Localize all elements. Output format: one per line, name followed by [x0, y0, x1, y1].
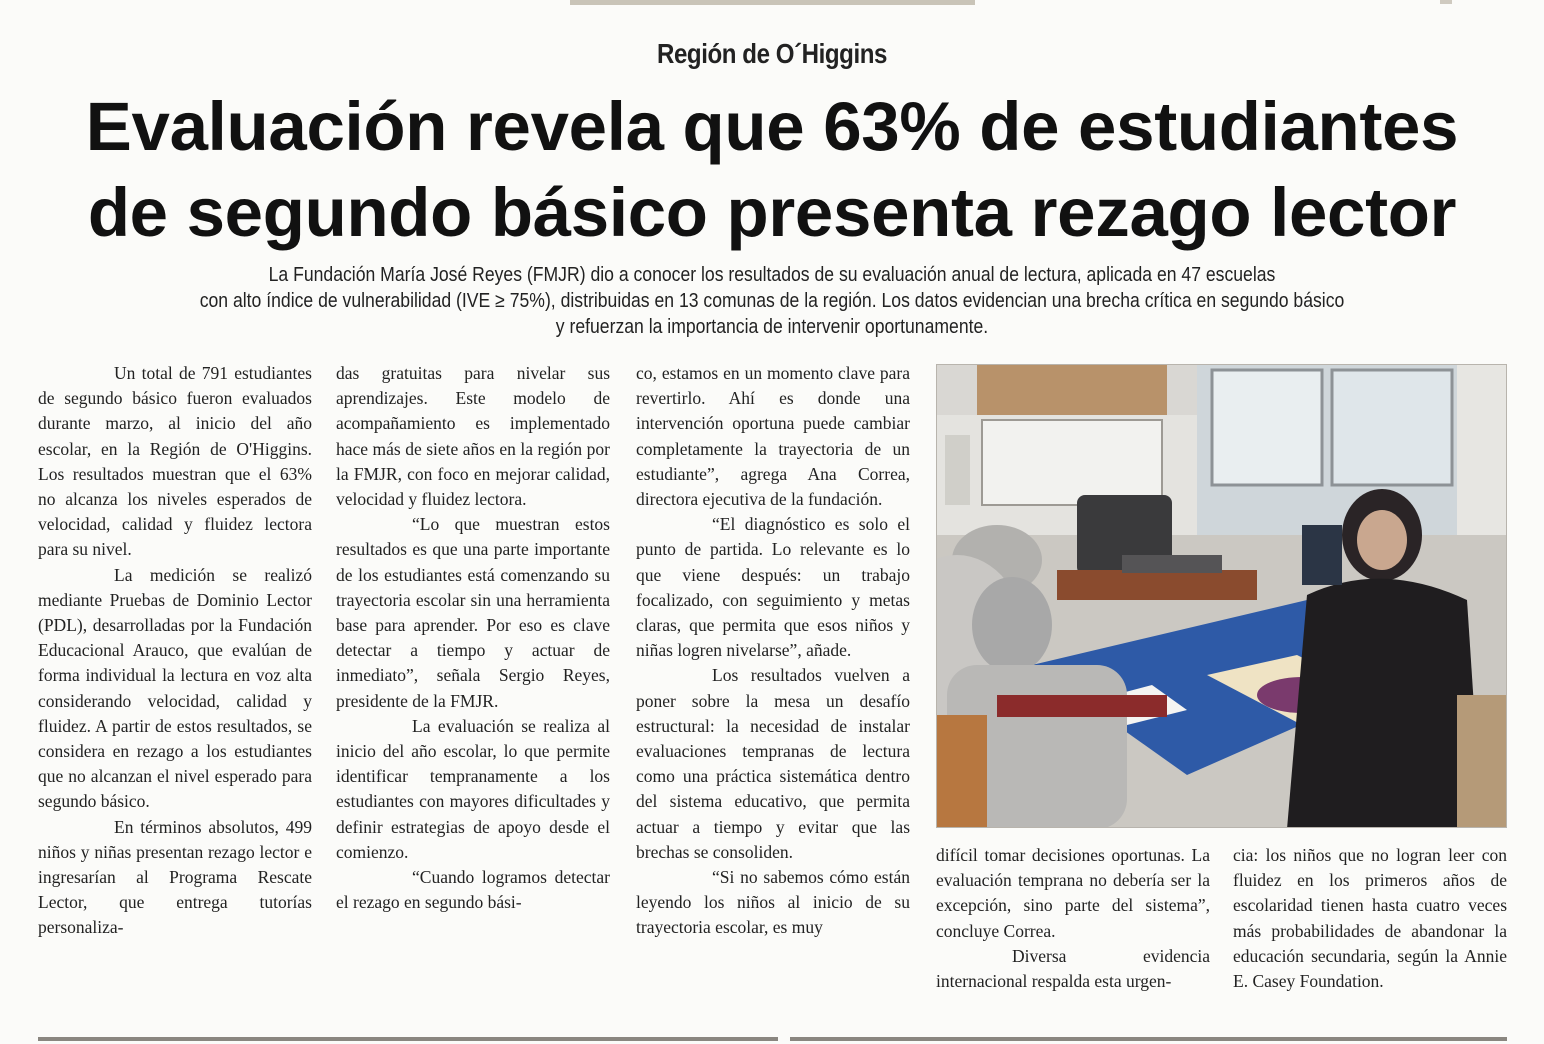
article-photo: [936, 364, 1507, 828]
paragraph: En términos absolutos, 499 niños y niñas presentan rezago lector e ingresarían al Programa Rescate Lector, que entrega tutorías personaliza-: [38, 816, 312, 938]
paragraph: Un total de 791 estudiantes de segundo básico fueron evaluados durante marzo, al inicio del año escolar, en la Región de O'Higgins. Los resultados muestran que el 63% no alcanza los niveles esperados de velocidad, calidad y fluidez lectora para su nivel.: [38, 363, 312, 560]
paragraph: Los resultados vuelven a poner sobre la mesa un desafío estructural: la necesidad de instalar evaluaciones tempranas de lectura como una práctica sistemática dentro del sistema educativo, que permita actuar a tiempo y evitar que las brechas se consoliden.: [636, 665, 910, 862]
paragraph: Diversa evidencia internacional respalda esta urgen-: [936, 945, 1210, 992]
paragraph: cia: los niños que no logran leer con fluidez en los primeros años de escolaridad tienen hasta cuatro veces más probabilidades de abandonar la educación secundaria, según la Annie E. Casey Foundation.: [1233, 845, 1507, 992]
classroom-photo-illustration: [937, 365, 1507, 828]
paragraph: “Si no sabemos cómo están leyendo los niños al inicio de su trayectoria escolar, es muy: [636, 867, 910, 938]
top-mark: [1440, 0, 1452, 4]
paragraph: co, estamos en un momento clave para revertirlo. Ahí es donde una intervención oportuna puede cambiar completamente la trayectoria de un estudiante”, agrega Ana Correa, directora ejecutiva de la fundación.: [636, 363, 910, 510]
top-rule: [570, 0, 975, 5]
column-1: [38, 361, 312, 941]
paragraph: difícil tomar decisiones oportunas. La evaluación temprana no debería ser la excepción, sino parte del sistema”, concluye Correa.: [936, 845, 1210, 941]
paragraph: “El diagnóstico es solo el punto de partida. Lo relevante es lo que viene después: un trabajo focalizado, con seguimiento y metas claras, que permita que esos niños y niñas logren nivelarse”, añade.: [636, 514, 910, 661]
kicker: Región de O´Higgins: [657, 38, 887, 69]
paragraph: La medición se realizó mediante Pruebas de Dominio Lector (PDL), desarrolladas por la Fundación Educacional Arauco, que evalúan de forma individual la lectura en voz alta considerando velocidad, calidad y fluidez. A partir de estos resultados, se considera en rezago a los estudiantes que no alcanzan el nivel esperado para segundo básico.: [38, 564, 312, 812]
lede-line: con alto índice de vulnerabilidad (IVE ≥ 75%), distribuidas en 13 comunas de la región. Los datos evidencian una brecha crítica en segundo básico: [199, 290, 1345, 312]
bottom-rule: [790, 1037, 1507, 1041]
paragraph: La evaluación se realiza al inicio del año escolar, lo que permite identificar tempranamente a los estudiantes con mayores dificultades y definir estrategias de apoyo desde el comienzo.: [336, 715, 610, 862]
lede-line: La Fundación María José Reyes (FMJR) dio a conocer los resultados de su evaluación anual de lectura, aplicada en 47 escuelas: [268, 264, 1276, 286]
headline: [0, 84, 1544, 256]
bottom-rule: [38, 1037, 778, 1041]
lede-line: y refuerzan la importancia de intervenir oportunamente.: [555, 316, 989, 338]
paragraph: das gratuitas para nivelar sus aprendizajes. Este modelo de acompañamiento es implementado hace más de siete años en la región por la FMJR, con foco en mejorar calidad, velocidad y fluidez lectora.: [336, 363, 610, 510]
headline-line: Evaluación revela que 63% de estudiantes: [85, 88, 1459, 165]
column-2: [336, 361, 610, 915]
column-5: [1233, 843, 1507, 994]
paragraph: “Lo que muestran estos resultados es que una parte importante de los estudiantes está comenzando su trayectoria escolar sin una herramienta base para aprender. Por eso es clave detectar a tiempo y actuar de inmediato”, señala Sergio Reyes, presidente de la FMJR.: [336, 514, 610, 711]
paragraph: “Cuando logramos detectar el rezago en segundo bási-: [336, 867, 610, 913]
headline-line: de segundo básico presenta rezago lector: [87, 174, 1457, 251]
column-4: [936, 843, 1210, 994]
column-3: [636, 361, 910, 941]
lede: [60, 262, 1484, 340]
